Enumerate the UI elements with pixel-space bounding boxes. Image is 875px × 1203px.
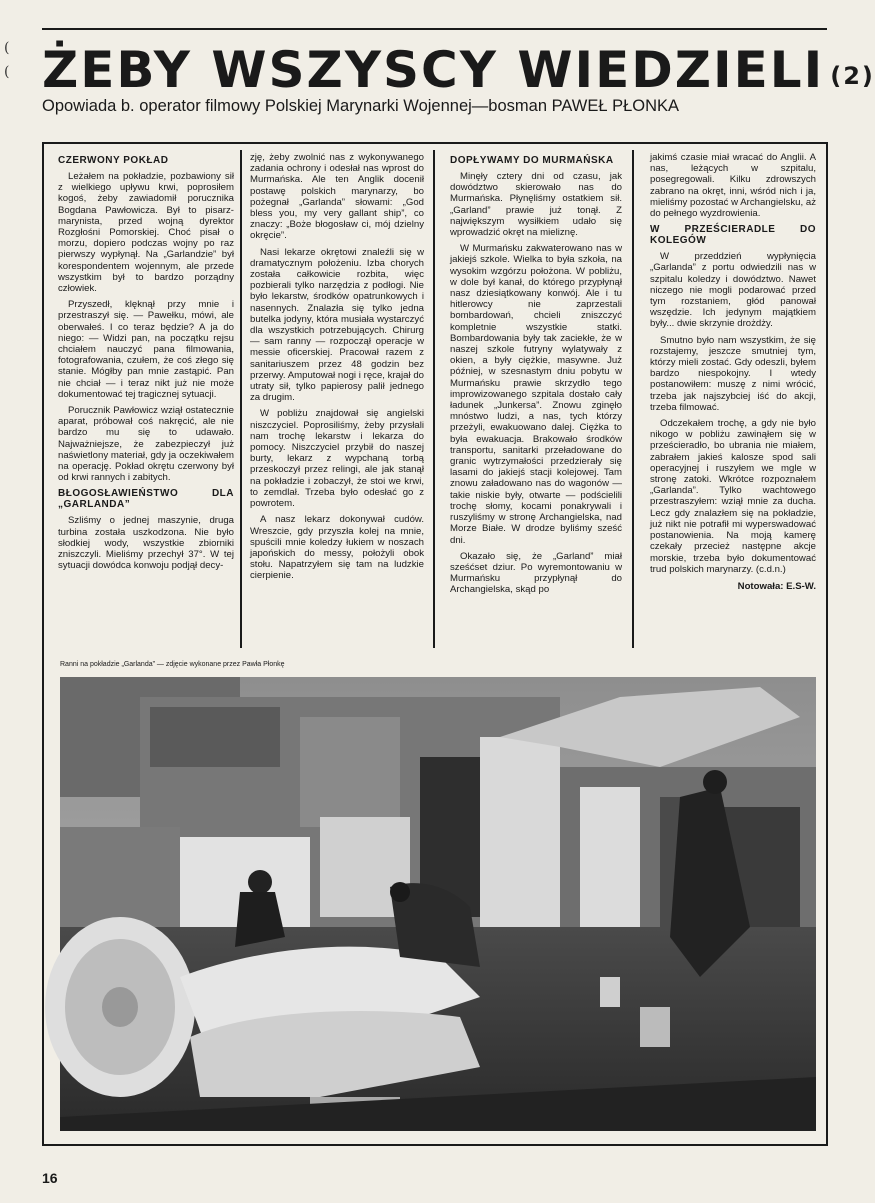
column-divider bbox=[240, 150, 242, 648]
article-paragraph: Przyszedł, klęknął przy mnie i przestraszył się. — Pawełku, mówi, ale oberwałeś. I co teraz będzie? A ja do niego: — Widzi pan, na początku rejsu chciałem nauczyć pana filmowania, fotografowania, czułem, że coś złego się stanie. Mógłby pan mnie zastąpić. Pan nie chciał — i teraz nikt już nie może dokumentować tej tragicznej sytuacji. bbox=[58, 299, 234, 400]
margin-mark-top: ( bbox=[4, 40, 10, 56]
photo-caption: Ranni na pokładzie „Garlanda” — zdjęcie wykonane przez Pawła Płonkę bbox=[60, 661, 285, 668]
article-headline bbox=[42, 41, 875, 99]
text-column-3 bbox=[450, 152, 622, 601]
section-heading: W PRZEŚCIERADLE DO KOLEGÓW bbox=[650, 224, 816, 247]
section-heading: CZERWONY POKŁAD bbox=[58, 155, 169, 166]
article-paragraph: Minęły cztery dni od czasu, jak dowództwo skierowało nas do Murmańska. Płynęliśmy ostatkiem sił. „Garland” prawie już tonął. Z największym wysiłkiem udało się wprowadzić okręt na mieliznę. bbox=[450, 171, 622, 239]
headline-title: ŻEBY WSZYSCY WIEDZIELI bbox=[42, 41, 825, 99]
top-rule bbox=[42, 28, 827, 30]
text-column-1 bbox=[58, 152, 234, 577]
article-paragraph: zję, żeby zwolnić nas z wykonywanego zadania ochrony i odesłał nas wprost do Murmańska. Ale ten Anglik docenił postawę polskich marynarzy, bo pożegnał „Garlanda” słowami: „God bless you, my very gallant ship”, co znaczy: „Boże błogosław ci, mój dzielny okręcie”. bbox=[250, 152, 424, 242]
margin-mark-bottom: ( bbox=[4, 64, 10, 80]
article-paragraph: Odczekałem trochę, a gdy nie było nikogo w pobliżu zawinąłem się w prześcieradło, bo ubrania nie miałem, zabrałem jakieś kalosze spod sali operacyjnej i ruszyłem we mgle w stronę zatoki. Wkrótce rozpoznałem „Garlanda”. Tylko wachtowego przestraszyłem: wziął mnie za ducha. Lecz gdy znalazłem się na pokładzie, już nikt nie potrafił mi wyperswadować postanowienia. Na moją kamerę czekały przecież następne akcje morskie, trzeba było dokumentować trud polskich marynarzy. (c.d.n.) bbox=[650, 418, 816, 575]
text-column-2 bbox=[250, 152, 424, 587]
article-paragraph: Leżałem na pokładzie, pozbawiony sił z wielkiego upływu krwi, poprosiłem kogoś, żeby zawiadomił porucznika Bogdana Pawłowicza. Był to pisarz-marynista, przed wojną dyrektor Rozgłośni Pomorskiej. Choć pisał o morzu, dopiero podczas wojny po raz pierwszy wypłynął. Na „Garlandzie” był korespondentem wojennym, ale przede wszystkim był to bardzo porządny człowiek. bbox=[58, 171, 234, 295]
column-divider bbox=[632, 150, 634, 648]
section-heading: BŁOGOSŁAWIEŃSTWO DLA „GARLANDA” bbox=[58, 488, 234, 511]
article-paragraph: W pobliżu znajdował się angielski niszczyciel. Poprosiliśmy, żeby przysłali nam trochę lekarstw i lekarza do pomocy. Niszczyciel przybił do naszej burty, lekarz z wypchaną torbą przeskoczył przez relingi, ale jak stanął na pokładzie i zobaczył, że stoi we krwi, to zemdlał. Trzeba było odesłać go z powrotem. bbox=[250, 408, 424, 510]
photo-illustration bbox=[60, 677, 816, 1131]
article-paragraph: A nasz lekarz dokonywał cudów. Wreszcie, gdy przyszła kolej na mnie, spuścili mnie koledzy łukiem w noszach japońskich do messy, położyli obok stołu. Napatrzyłem się tam na ludzkie cierpienie. bbox=[250, 514, 424, 582]
column-divider bbox=[433, 150, 435, 648]
headline-part-number: (2) bbox=[830, 62, 875, 90]
article-paragraph: Szliśmy o jednej maszynie, druga turbina została uszkodzona. Nie było słodkiej wody, wszystkie zbiorniki zniszczyli. Mieliśmy przechył 37°. W tej sytuacji dowódca konwoju podjął decy- bbox=[58, 515, 234, 572]
article-paragraph: W przeddzień wypłynięcia „Garlanda” z portu odwiedzili nas w szpitalu koledzy i dowództwo. Nawet niczego nie mogli podarować przed tym rozstaniem, głód panował wszędzie. Ich jedynym majątkiem były... dwie skrzynie drożdży. bbox=[650, 251, 816, 330]
article-paragraph: Porucznik Pawłowicz wziął ostatecznie aparat, próbował coś nakręcić, ale nie bardzo mu się to udawało. Najważniejsze, że zabezpieczył już naświetlony materiał, gdy ja oczekiwałem na operację. Pokład okrętu czerwony był od krwi rannych i zabitych. bbox=[58, 405, 234, 484]
article-paragraph: Okazało się, że „Garland” miał sześćset dziur. Po wyremontowaniu w Murmańsku przypłynął do Archangielska, skąd po bbox=[450, 550, 622, 596]
section-heading: DOPŁYWAMY DO MURMAŃSKA bbox=[450, 155, 614, 166]
author-signature: Notowała: E.S-W. bbox=[737, 580, 816, 592]
article-paragraph: W Murmańsku zakwaterowano nas w jakiejś szkole. Wielka to była szkoła, na wysokim wzgórzu położona. W pobliżu, w dole był kanał, do którego przypłynął nasz dziesiątkowany konwój. Ale i tu hitlerowcy nie zaprzestali bombardowań, chcieli zniszczyć kompletnie wszystkie statki. Bombardowania były tak zaciekłe, że w naszej szkole futryny wylatywały z okien, a były ciężkie, masywne. Już później, w szesnastym dniu pobytu w Murmańsku prawie skrzydło tego improwizowanego szpitala dostało cały ładunek „Junkersa”. Znowu zginęło mnóstwo ludzi, a nas, tych którzy przeżyli, ewakuowano dalej. Ciężka to była ewakuacja. Brakowało środków transportu, sanitarki przeładowane do granic wytrzymałości przedzierały się lasami do jakiejś stacji kolejowej. Tam znowu załadowano nas do wagonów — takie niskie były, otwarte — podścielili trochę słomy, kocami ponakrywali i ruszyliśmy w stronę Archangielska, nad Morze Białe. W drodze byliśmy sześć dni. bbox=[450, 243, 622, 546]
article-paragraph: jakimś czasie miał wracać do Anglii. A nas, leżących w szpitalu, posegregowali. Kilku zdrowszych zabrano na okręt, inni, wśród nich i ja, mieliśmy pozostać w Archangielsku, aż do pełnego wyzdrowienia. bbox=[650, 152, 816, 220]
article-paragraph: Smutno było nam wszystkim, że się rozstajemy, jeszcze smutniej tym, którzy mieli zostać. Gdy odeszli, byłem bardzo niespokojny. I wtedy postanowiłem: muszę z nimi wrócić, trzeba jak najszybciej iść do akcji, trzeba filmować. bbox=[650, 334, 816, 413]
text-column-4 bbox=[650, 152, 816, 592]
photo-wounded-on-deck bbox=[60, 677, 816, 1131]
article-subtitle: Opowiada b. operator filmowy Polskiej Marynarki Wojennej—bosman PAWEŁ PŁONKA bbox=[42, 97, 680, 115]
article-paragraph: Nasi lekarze okrętowi znaleźli się w dramatycznym położeniu. Izba chorych została całkowicie rozbita, więc pozbierali tylko narzędzia z podłogi. Nie było lekarstw, środków opatrunkowych i nasennych. Znalazła się tylko jedna butelka jodyny, która musiała wystarczyć dla wszystkich potrzebujących. Chirurg — sam ranny — rozpoczął operacje w messie oficerskiej. Pracował razem z sanitariuszem przez 48 godzin bez przerwy. Amputował nogi i ręce, krajał do utraty sił, tylko papierosy palił jednego za drugim. bbox=[250, 246, 424, 404]
page-number: 16 bbox=[42, 1170, 58, 1186]
